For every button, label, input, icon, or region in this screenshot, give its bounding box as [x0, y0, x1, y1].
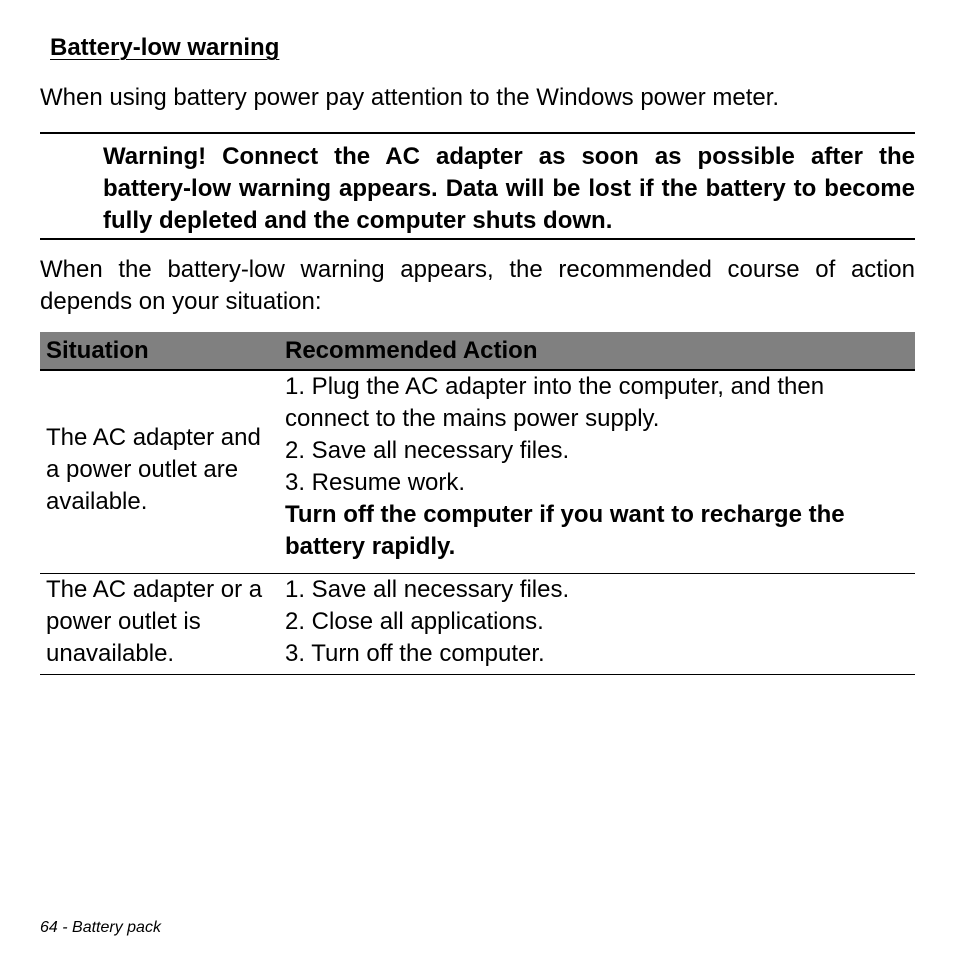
situation-cell: The AC adapter or a power outlet is unavailable.	[40, 574, 279, 675]
table-row	[40, 574, 915, 675]
header-situation: Situation	[40, 332, 279, 370]
situation-cell: The AC adapter and a power outlet are available.	[40, 370, 279, 574]
action-step: 3. Turn off the computer.	[285, 640, 545, 667]
action-step: 3. Resume work.	[285, 469, 466, 496]
action-step: 1. Save all necessary files.	[285, 576, 570, 603]
action-cell	[279, 574, 915, 675]
action-step: 2. Save all necessary files.	[285, 437, 570, 464]
lead-paragraph: When the battery-low warning appears, the recommended course of action depends on your situation:	[40, 256, 915, 315]
warning-box	[40, 132, 915, 240]
intro-paragraph: When using battery power pay attention to the Windows power meter.	[40, 84, 780, 111]
warning-text: Warning! Connect the AC adapter as soon as possible after the battery-low warning appears. Data will be lost if the battery to become fully depleted and the computer shuts down.	[103, 143, 915, 234]
section-heading: Battery-low warning	[50, 34, 280, 61]
table-row	[40, 370, 915, 574]
header-recommended-action: Recommended Action	[279, 332, 915, 370]
table-header-row	[40, 332, 915, 370]
page-footer: 64 - Battery pack	[40, 919, 161, 936]
recommended-action-table	[40, 332, 915, 675]
action-cell	[279, 370, 915, 574]
action-step: 1. Plug the AC adapter into the computer, and then connect to the mains power supply.	[285, 373, 825, 432]
action-step: 2. Close all applications.	[285, 608, 544, 635]
action-note: Turn off the computer if you want to recharge the battery rapidly.	[285, 501, 845, 560]
